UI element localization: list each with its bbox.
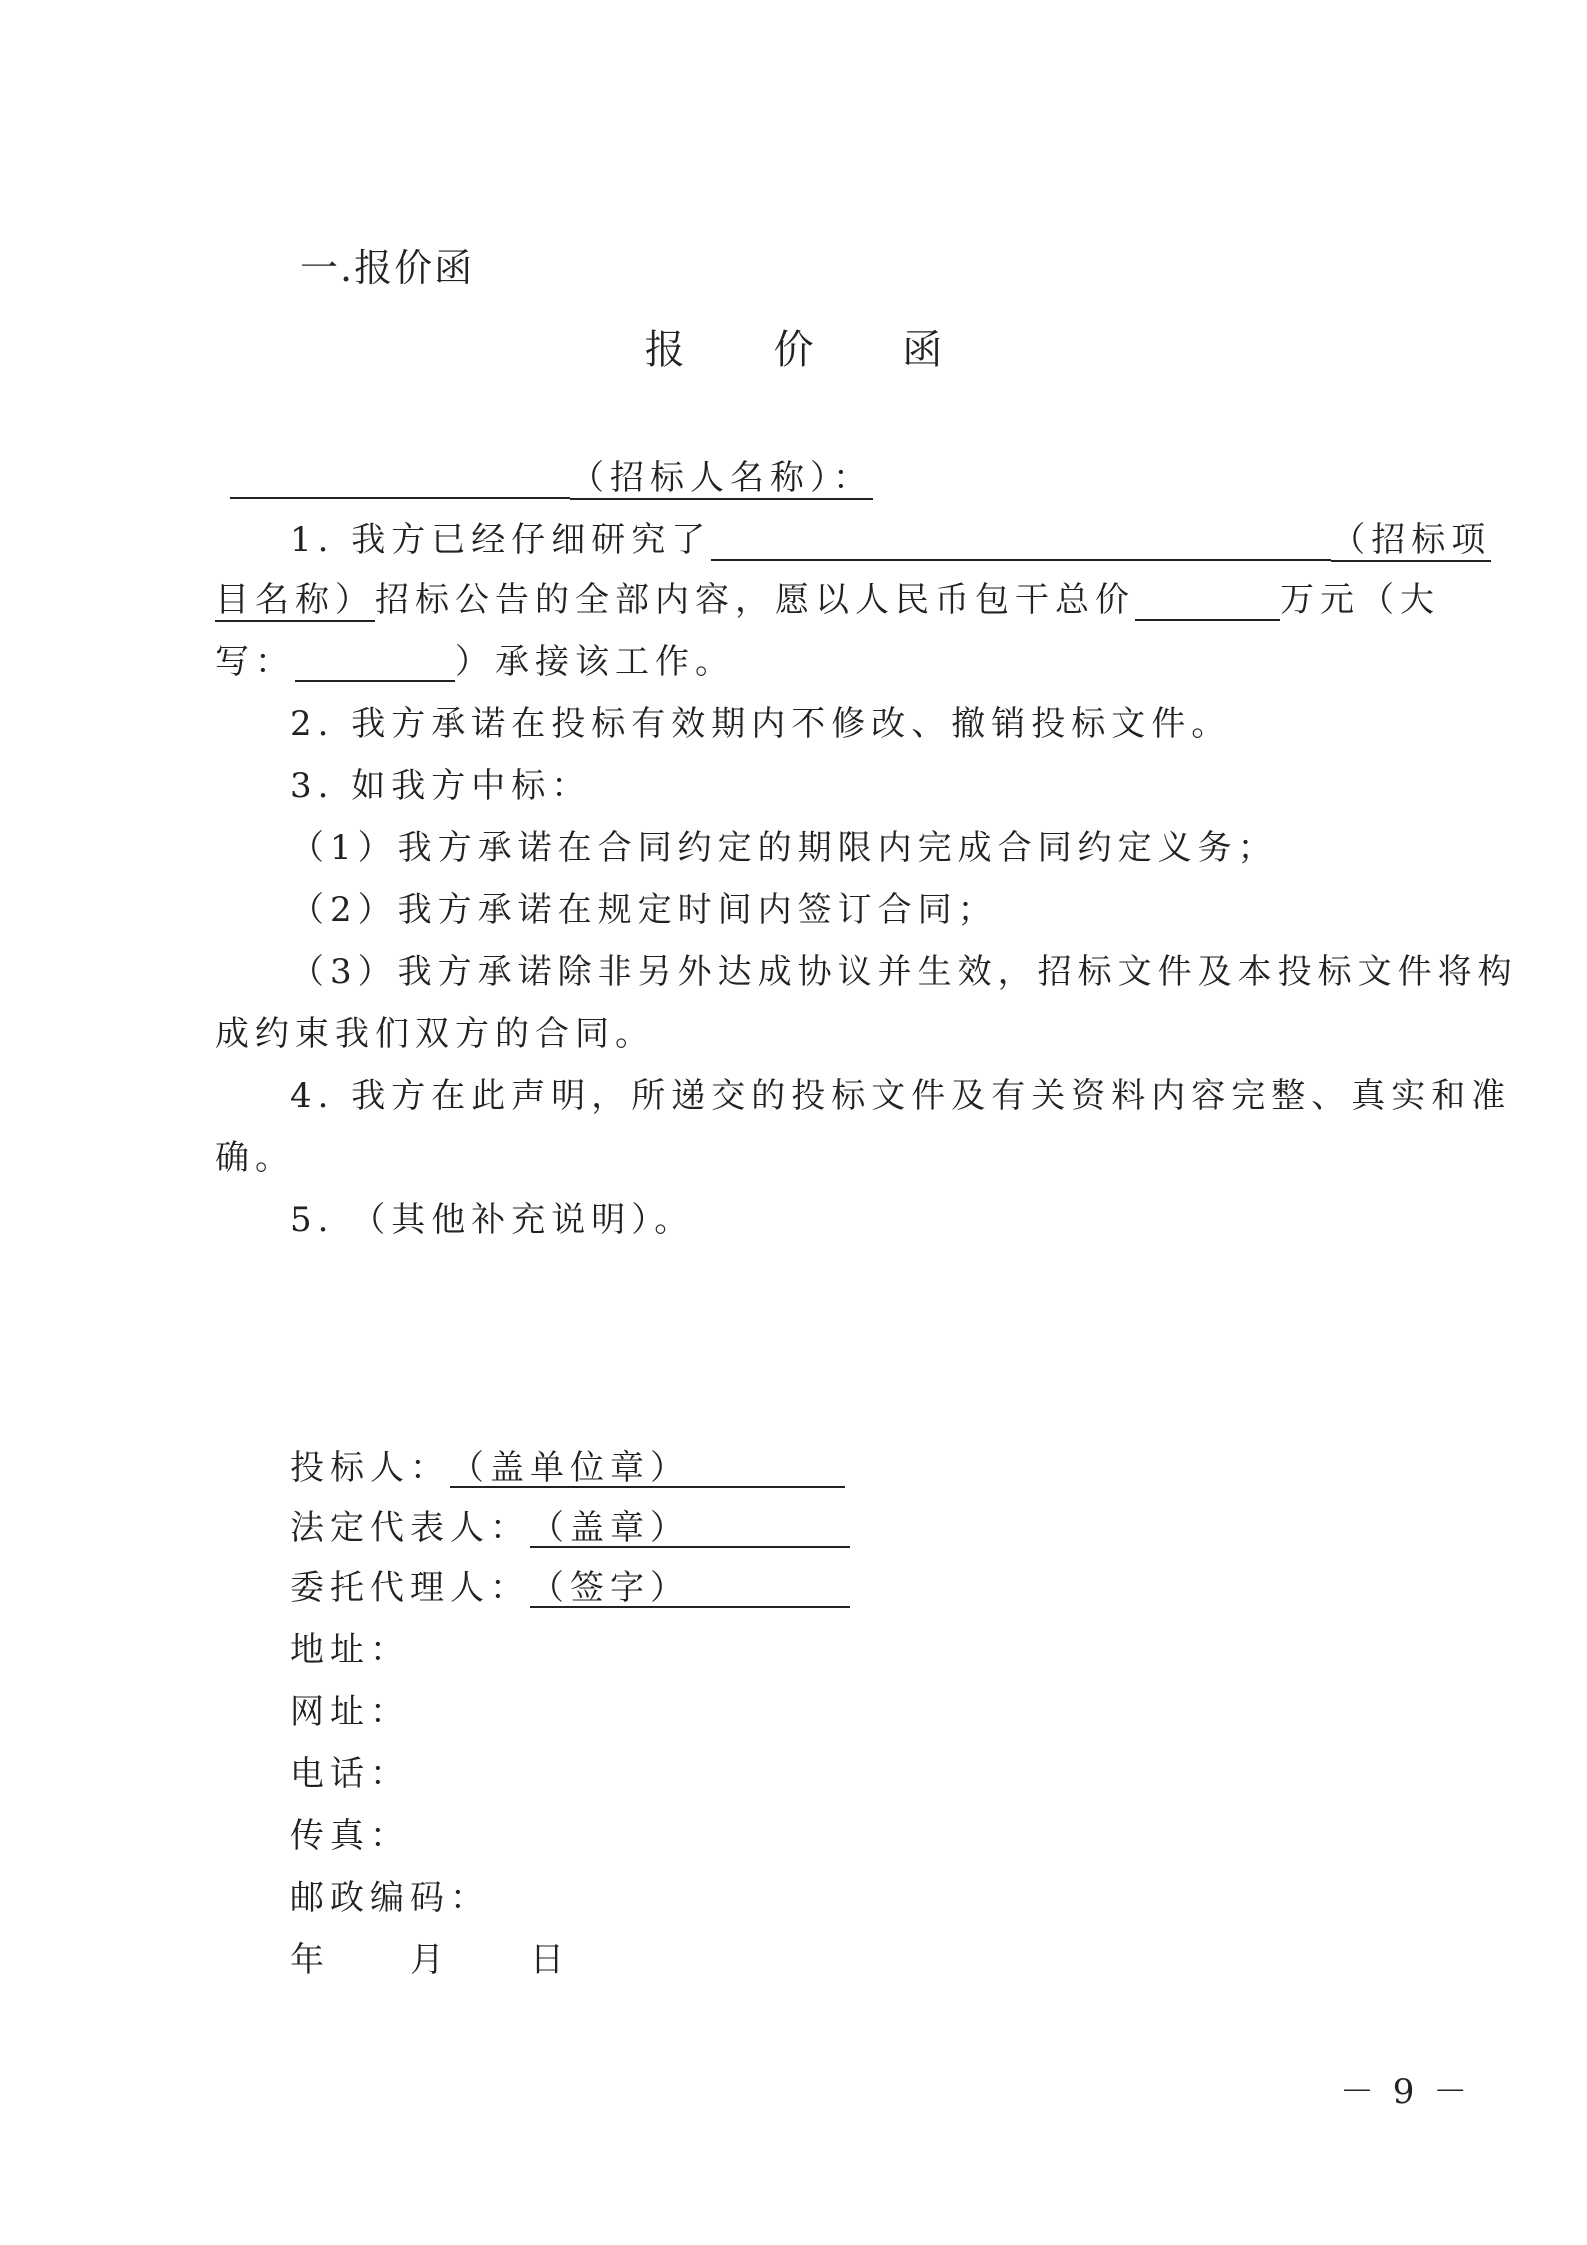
bidder-row xyxy=(290,1448,845,1488)
legal-rep-note: （盖章） xyxy=(530,1508,690,1548)
clause-3-2: （2）我方承诺在规定时间内签订合同； xyxy=(290,890,998,930)
phone-label: 电话： xyxy=(290,1754,410,1794)
capital-amount-blank xyxy=(295,642,455,682)
date-label: 年 月 日 xyxy=(290,1940,570,1980)
clause-1-line-1 xyxy=(290,520,1491,561)
legal-rep-label: 法定代表人： xyxy=(290,1508,530,1548)
project-name-blank xyxy=(711,521,1331,561)
agent-label: 委托代理人： xyxy=(290,1568,530,1608)
clause-3-1: （1）我方承诺在合同约定的期限内完成合同约定义务； xyxy=(290,828,1278,868)
clause-1-line-3 xyxy=(215,642,735,682)
address-label: 地址： xyxy=(290,1630,410,1670)
price-unit: 万元（大 xyxy=(1280,580,1440,620)
fax-label: 传真： xyxy=(290,1816,410,1856)
clause-3: 3. 如我方中标： xyxy=(290,766,592,806)
bidder-note: （盖单位章） xyxy=(450,1448,690,1488)
bidder-field xyxy=(450,1448,845,1488)
addressee-suffix: （招标人名称）： xyxy=(570,458,873,498)
price-blank xyxy=(1135,581,1280,621)
legal-rep-row xyxy=(290,1508,850,1548)
bidder-label: 投标人： xyxy=(290,1448,450,1488)
clause-3-3-line-2: 成约束我们双方的合同。 xyxy=(215,1014,655,1054)
agent-note: （签字） xyxy=(530,1568,690,1608)
project-name-head: 目名称） xyxy=(215,580,375,620)
page-number: － 9 － xyxy=(1340,2072,1472,2112)
clause-3-3-line-1: （3）我方承诺除非另外达成协议并生效，招标文件及本投标文件将构 xyxy=(290,952,1518,992)
clause-1-line-2 xyxy=(215,580,1440,621)
clause-4-line-1: 4. 我方在此声明，所递交的投标文件及有关资料内容完整、真实和准 xyxy=(290,1076,1512,1116)
clause-1-end: ）承接该工作。 xyxy=(455,642,735,682)
addressee-blank xyxy=(230,459,570,499)
document-title: 报 价 函 xyxy=(644,327,981,373)
clause-4-line-2: 确。 xyxy=(215,1138,295,1178)
clause-1-mid: 招标公告的全部内容，愿以人民币包干总价 xyxy=(375,580,1135,620)
capital-label: 写： xyxy=(215,642,295,682)
project-name-tail: （招标项 xyxy=(1331,520,1492,560)
postcode-label: 邮政编码： xyxy=(290,1878,490,1918)
addressee-line xyxy=(230,458,873,499)
clause-5: 5. （其他补充说明）。 xyxy=(290,1200,695,1240)
section-heading: 一.报价函 xyxy=(300,246,475,290)
clause-1-prefix: 1. 我方已经仔细研究了 xyxy=(290,520,712,560)
legal-rep-field xyxy=(530,1508,850,1548)
clause-2: 2. 我方承诺在投标有效期内不修改、撤销投标文件。 xyxy=(290,704,1232,744)
agent-field xyxy=(530,1568,850,1608)
website-label: 网址： xyxy=(290,1692,410,1732)
agent-row xyxy=(290,1568,850,1608)
